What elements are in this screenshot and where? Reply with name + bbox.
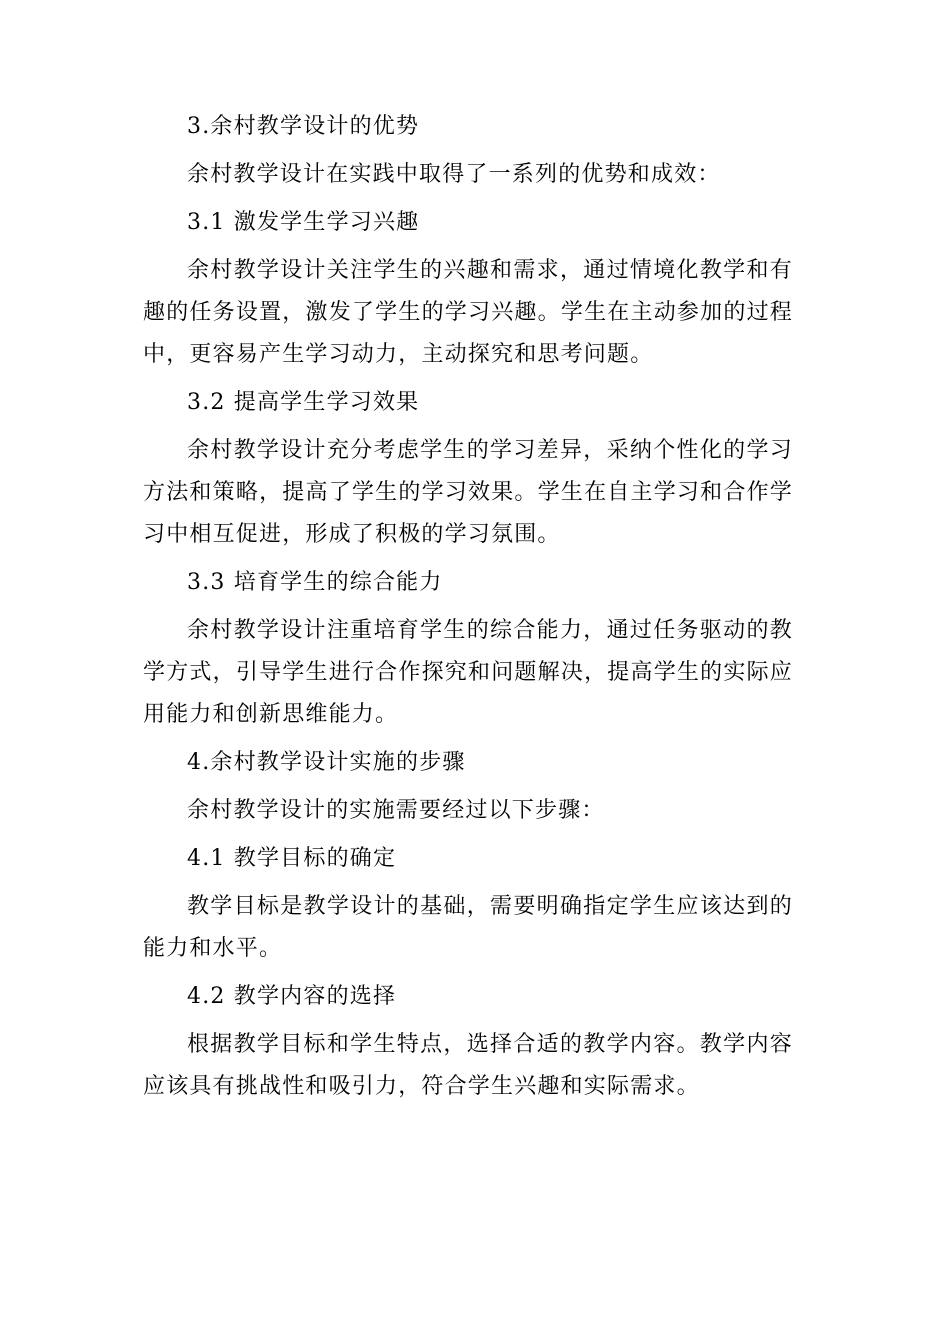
paragraph-4-1: 教学目标是教学设计的基础，需要明确指定学生应该达到的能力和水平。 xyxy=(143,894,793,961)
paragraph-3-2: 余村教学设计充分考虑学生的学习差异，采纳个性化的学习方法和策略，提高了学生的学习效果。学生在自主学习和合作学习中相互促进，形成了积极的学习氛围。 xyxy=(143,438,793,547)
paragraph-3-3: 余村教学设计注重培育学生的综合能力，通过任务驱动的教学方式，引导学生进行合作探究和问题解决，提高学生的实际应用能力和创新思维能力。 xyxy=(143,618,793,727)
subsection-heading-3-1: 3.1 激发学生学习兴趣 xyxy=(187,210,420,235)
subsection-heading-4-1: 4.1 教学目标的确定 xyxy=(187,846,397,871)
subsection-heading-3-3: 3.3 培育学生的综合能力 xyxy=(187,570,443,595)
document-body xyxy=(143,106,793,1114)
subsection-heading-4-2: 4.2 教学内容的选择 xyxy=(187,984,397,1009)
section-heading-3: 3.余村教学设计的优势 xyxy=(187,114,420,139)
paragraph-3-1: 余村教学设计关注学生的兴趣和需求，通过情境化教学和有趣的任务设置，激发了学生的学习兴趣。学生在主动参加的过程中，更容易产生学习动力，主动探究和思考问题。 xyxy=(143,258,793,367)
subsection-heading-3-2: 3.2 提高学生学习效果 xyxy=(187,390,420,415)
section-heading-4: 4.余村教学设计实施的步骤 xyxy=(187,750,466,775)
paragraph-intro-4: 余村教学设计的实施需要经过以下步骤： xyxy=(187,798,605,823)
paragraph-4-2: 根据教学目标和学生特点，选择合适的教学内容。教学内容应该具有挑战性和吸引力，符合学生兴趣和实际需求。 xyxy=(143,1032,793,1099)
paragraph-intro-3: 余村教学设计在实践中取得了一系列的优势和成效： xyxy=(187,162,721,187)
